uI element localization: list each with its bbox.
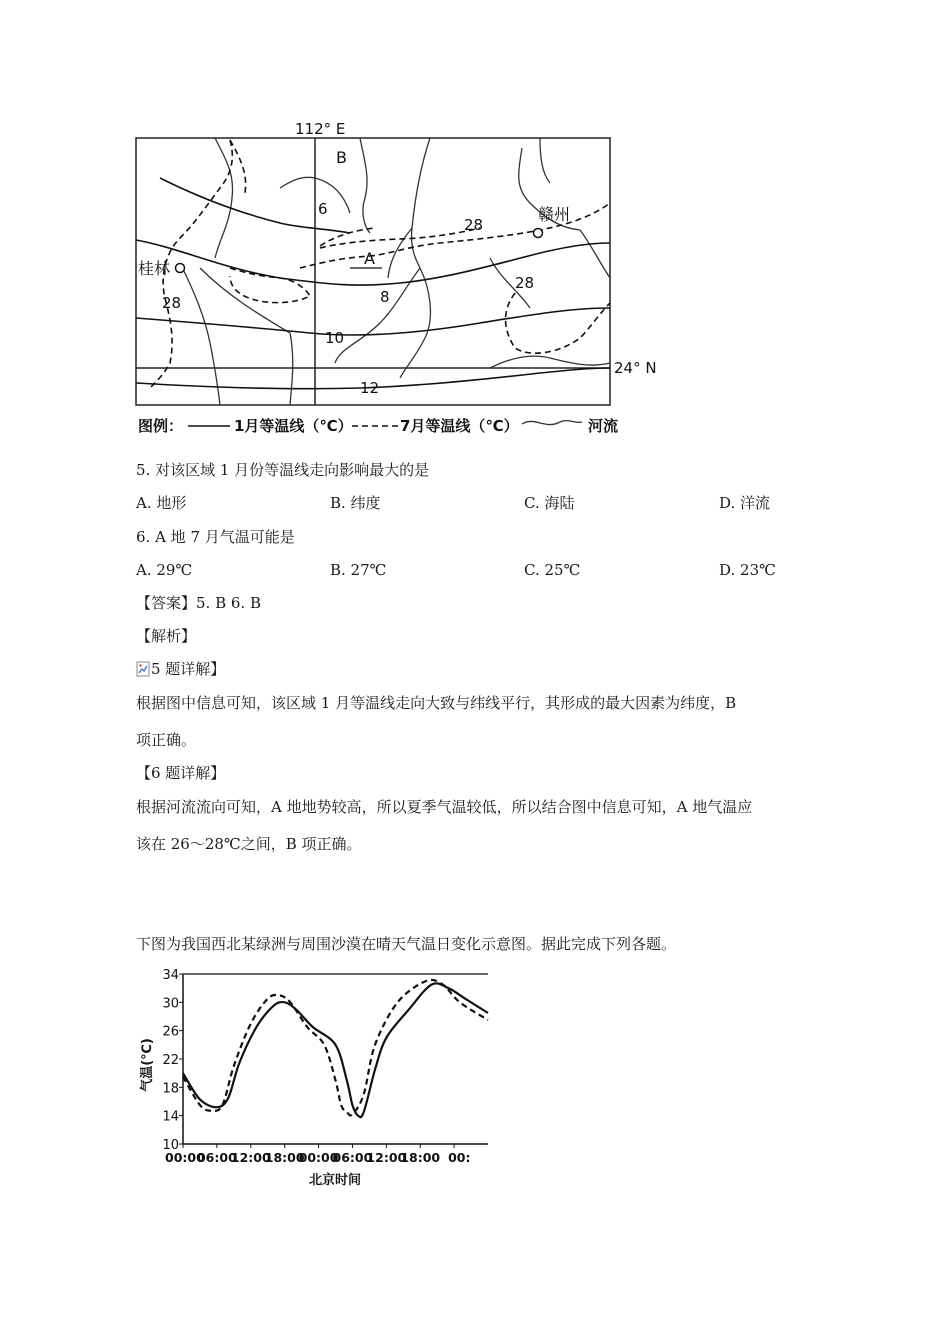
legend-prefix: 图例：: [138, 417, 184, 435]
q6-stem: 6. A 地 7 月气温可能是: [136, 528, 295, 546]
answer-line: 【答案】5. B 6. B: [136, 594, 261, 612]
y-tick-label: 30: [162, 996, 179, 1012]
map-frame: [136, 138, 610, 405]
detail6-line-2: 该在 26～28℃之间，B 项正确。: [136, 835, 362, 853]
chart-series: [183, 980, 488, 1117]
chart-ylabel: 气温(℃): [140, 1038, 155, 1092]
q5-option-c: C. 海陆: [524, 494, 575, 512]
y-tick-label: 18: [162, 1081, 179, 1097]
jul-isotherm-28-a: 28: [464, 216, 484, 234]
series-solid-line: [183, 983, 488, 1117]
broken-image-icon: [136, 661, 150, 677]
jan-isotherm-12: 12: [360, 379, 380, 397]
legend-jul: 7月等温线（℃）: [400, 417, 519, 435]
isotherm-map: [120, 118, 660, 440]
detail5-line-2: 项正确。: [136, 731, 197, 749]
q5-option-b: B. 纬度: [330, 494, 381, 512]
legend-river: 河流: [588, 417, 619, 435]
legend-river-swatch: [522, 421, 582, 425]
jan-isotherm-10: 10: [325, 329, 345, 347]
q6-option-d: D. 23℃: [719, 561, 776, 579]
x-tick-label: 06:00: [196, 1150, 237, 1165]
legend-jan: 1月等温线（℃）: [234, 417, 353, 435]
chart-axes: [183, 974, 488, 1144]
temperature-chart: [130, 960, 510, 1200]
map-legend: [138, 417, 618, 435]
lon-label: 112° E: [295, 120, 346, 138]
y-tick-label: 14: [162, 1109, 179, 1125]
ganzhou-label: 赣州: [538, 205, 571, 224]
detail5-line-1: 根据图中信息可知，该区域 1 月等温线走向大致与纬线平行，其形成的最大因素为纬度，B: [136, 694, 737, 712]
chart-yticks: [162, 968, 183, 1153]
detail6-line-1: 根据河流流向可知，A 地地势较高，所以夏季气温较低，所以结合图中信息可知，A 地气温应: [136, 798, 753, 816]
q6-option-b: B. 27℃: [330, 561, 387, 579]
y-tick-label: 10: [162, 1138, 179, 1153]
point-a-label: A: [364, 249, 375, 268]
detail5-title: 5 题详解】: [151, 660, 226, 678]
detail6-title: 【6 题详解】: [136, 764, 226, 782]
x-tick-label: 18:00: [264, 1150, 305, 1165]
x-tick-label: 12:00: [366, 1150, 407, 1165]
q5-stem: 5. 对该区域 1 月份等温线走向影响最大的是: [136, 461, 430, 479]
analysis-title: 【解析】: [136, 627, 197, 645]
jan-isotherm-6: 6: [318, 200, 328, 218]
jul-isotherm-28-c: 28: [515, 274, 535, 292]
lat-label: 24° N: [614, 359, 657, 377]
x-tick-label: 12:00: [230, 1150, 271, 1165]
x-tick-label: 00:00: [298, 1150, 339, 1165]
q5-option-d: D. 洋流: [719, 494, 771, 512]
y-tick-label: 26: [162, 1024, 179, 1040]
jul-isotherm-28-b: 28: [162, 294, 182, 312]
jan-isotherm-8: 8: [380, 288, 390, 306]
guilin-marker: [176, 264, 185, 273]
q5-option-a: A. 地形: [136, 494, 187, 512]
q6-option-c: C. 25℃: [524, 561, 581, 579]
x-tick-label: 06:00: [332, 1150, 373, 1165]
x-tick-label: 00:00: [165, 1150, 205, 1165]
guilin-label: 桂林: [138, 259, 171, 278]
chart-xticks: [165, 1144, 471, 1165]
x-tick-label: 00:: [448, 1150, 471, 1165]
intro-q2: 下图为我国西北某绿洲与周围沙漠在晴天气温日变化示意图。据此完成下列各题。: [136, 935, 677, 953]
point-b-label: B: [336, 148, 347, 167]
detail5-heading: [136, 659, 225, 679]
x-tick-label: 18:00: [400, 1150, 441, 1165]
q6-option-a: A. 29℃: [136, 561, 193, 579]
y-tick-label: 34: [162, 968, 179, 983]
chart-xlabel: 北京时间: [308, 1173, 362, 1188]
ganzhou-marker: [534, 229, 543, 238]
y-tick-label: 22: [162, 1053, 179, 1068]
